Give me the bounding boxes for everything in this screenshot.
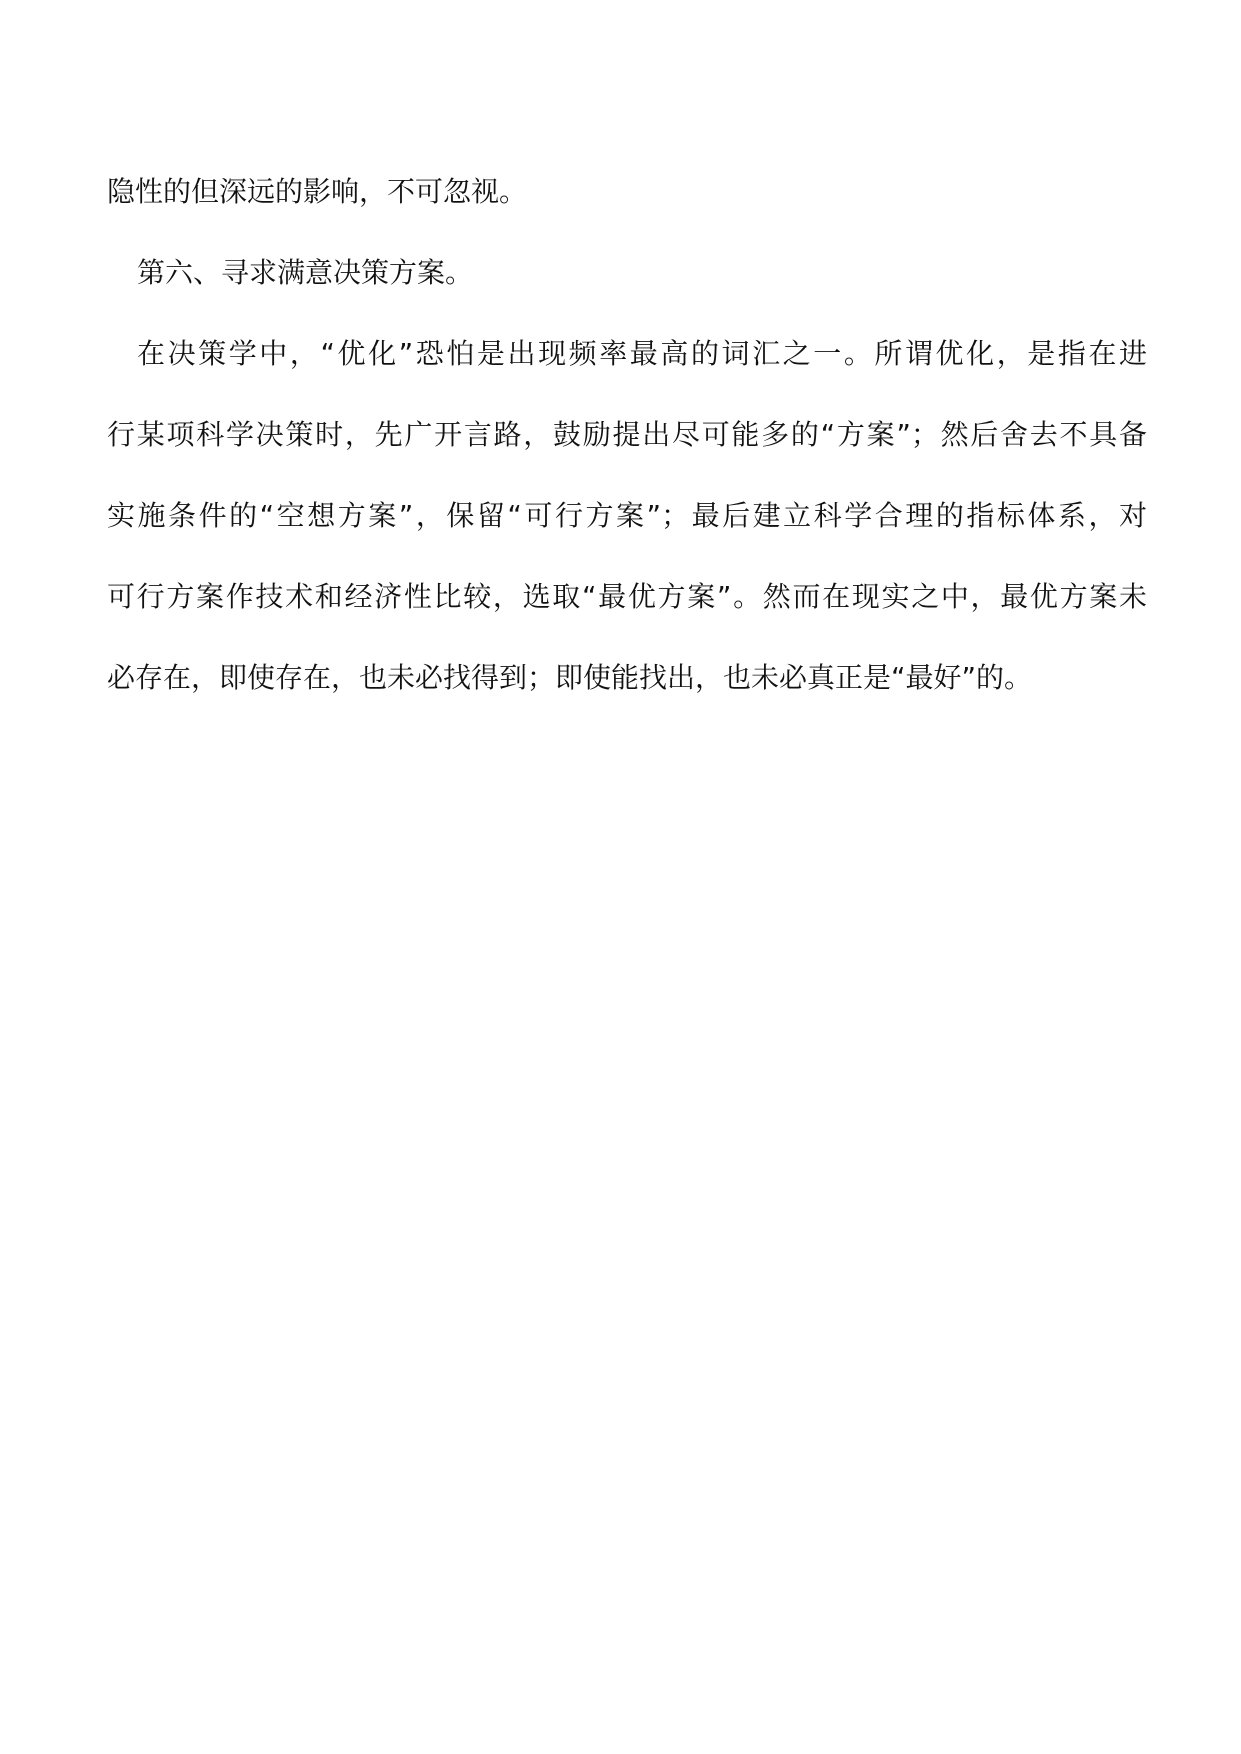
paragraph-line-2: 行某项科学决策时，先广开言路，鼓励提出尽可能多的“方案”；然后舍去不具备 [107, 418, 1147, 451]
section-heading: 第六、寻求满意决策方案。 [137, 256, 474, 289]
paragraph-line-5: 必存在，即使存在，也未必找得到；即使能找出，也未必真正是“最好”的。 [107, 661, 1033, 694]
paragraph-line-1: 在决策学中，“优化”恐怕是出现频率最高的词汇之一。所谓优化，是指在进 [137, 337, 1147, 370]
paragraph-continuation-line: 隐性的但深远的影响，不可忽视。 [107, 175, 528, 208]
paragraph-line-3: 实施条件的“空想方案”，保留“可行方案”；最后建立科学合理的指标体系，对 [107, 499, 1147, 532]
paragraph-line-4: 可行方案作技术和经济性比较，选取“最优方案”。然而在现实之中，最优方案未 [107, 580, 1147, 613]
